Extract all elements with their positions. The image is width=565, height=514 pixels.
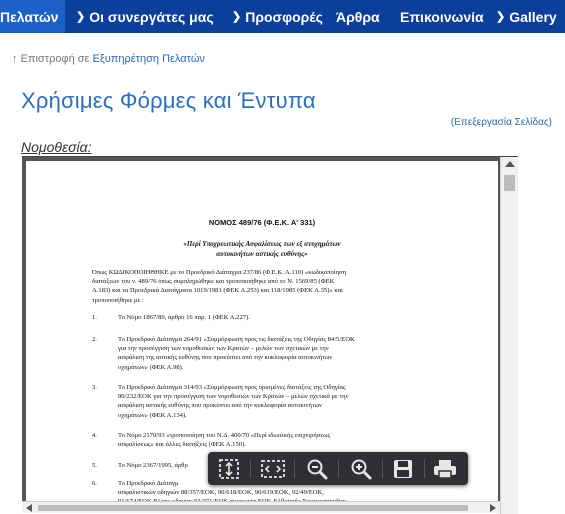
nav-item-offers[interactable] [226,0,329,33]
item-line: Το Προεδρικό Διάταγμ [118,480,179,487]
nav-item-label: Οι συνεργάτες μας [89,8,214,25]
intro-line: Όπως ΚΩΔΙΚΟΠΟΙΗΘΗΚΕ με το Προεδρικό Διάταγμα 237/86 (Φ.Ε.Κ. Α.110) «κωδικοποίηση [92,269,347,276]
document-intro [92,268,430,305]
item-line: ασφαλιστικών οδηγιών 88/357/ΕΟΚ, 90/618/ΕΟΚ, 90/619/ΕΟΚ, 92/49/ΕΟΚ, [118,489,324,497]
section-label: Νομοθεσία: [21,139,92,155]
item-line: Το Προεδρικό Διάταγμα 314/93 «Συμμόρφωση προς ορισμένες διατάξεις της Οδηγίας [118,384,346,391]
intro-line: τροποποιήθηκε με : [92,296,144,304]
breadcrumb-link[interactable]: Εξυπηρέτηση Πελατών [92,53,205,65]
fit-page-button[interactable] [214,455,244,482]
breadcrumb [12,53,205,65]
document-title: ΝΟΜΟΣ 489/76 (Φ.Ε.Κ. Α' 331) [208,218,316,227]
page-title: Χρήσιμες Φόρμες και Έντυπα [21,88,316,113]
item-number: 6. [92,480,97,487]
item-line: 90/232/ΕΟΚ για την προσέγγιση των νομοθεσιών των Κρατών – μελών σχετικά με την [118,393,349,401]
item-line: Το Νόμο 2170/93 «τροποποίηση του Ν.Δ. 400/70 «Περί ιδιωτικής επιχειρήσεως [118,432,331,439]
nav-item-label: Πελατών [0,8,59,25]
item-line: ασφάλιση αστικής ευθύνης που προκύπτει από την κυκλοφορία αυτοκινήτων [118,402,322,410]
save-button[interactable] [388,455,418,482]
item-text [118,335,430,372]
print-icon [432,457,458,481]
item-number: 4. [92,432,97,439]
scrollbar-thumb[interactable] [504,175,515,191]
item-line: ασφαλίσεως» και άλλες διατάξεις (ΦΕΚ Α.150). [118,441,246,449]
pdf-page [26,161,498,501]
item-text [118,313,430,322]
nav-item-label: Gallery [509,8,557,25]
pdf-toolbar [208,452,468,485]
nav-item-label: Επικοινωνία [400,8,484,25]
item-text [118,383,430,420]
nav-item-label: Προσφορές [245,8,323,25]
item-number: 3. [92,384,97,391]
item-line: Το Προεδρικό Διάταγμα 264/91 «Συμμόρφωση προς τις διατάξεις της Οδηγίας 84/5/ΕΟΚ [118,336,355,343]
item-line: ασφάλιση της αστικής ευθύνης που προκύπτει από την κυκλοφορία αυτοκινήτων [118,354,333,362]
nav-item-contact[interactable] [394,0,490,33]
nav-item-articles[interactable] [330,0,386,33]
item-line: οχημάτων» (ΦΕΚ Α.98). [118,363,184,371]
item-number: 5. [92,462,97,469]
scrollbar-thumb[interactable] [38,505,468,511]
item-number: 2. [92,336,97,343]
breadcrumb-prefix: Επιστροφή σε [20,53,90,65]
item-line: Το Νόμο 2367/1995, άρθρ [118,462,188,469]
scroll-up-icon[interactable] [505,161,515,167]
fit-width-button[interactable] [258,455,288,482]
horizontal-scrollbar[interactable] [22,501,500,513]
document-subtitle-line: «Περί Υποχρεωτικής Ασφαλίσεως των εξ ατυχημάτων [183,240,341,248]
item-line: οχημάτων» (ΦΕΚ Α.134). [118,411,187,419]
intro-line: διατάξεων του ν. 489/76 όπως συμπληρώθηκε και τροποποιήθηκε από το Ν. 1569/85 (ΦΕΚ [92,278,335,286]
nav-item-label: Άρθρα [336,8,380,25]
scroll-left-icon[interactable] [26,504,32,512]
zoom-out-icon [305,457,329,481]
up-arrow-icon: ↑ [12,53,18,65]
item-text [118,431,430,449]
fit-page-icon [217,457,241,481]
zoom-in-icon [349,457,373,481]
document-subtitle [26,239,498,259]
vertical-scrollbar[interactable] [500,157,518,514]
item-number: 1. [92,314,97,321]
chevron-down-icon: ❯ [496,11,506,23]
document-subtitle-line: αυτοκινήτων αστικής ευθύνης» [216,250,308,258]
chevron-down-icon: ❯ [232,11,242,23]
edit-page-link[interactable]: (Επεξεργασία Σελίδας) [450,117,552,128]
nav-item-partners[interactable] [70,0,220,33]
zoom-in-button[interactable] [346,455,376,482]
nav-item-gallery[interactable] [490,0,563,33]
intro-line: Α.183) και τα Προεδρικά Διατάγματα 1019/1981 (ΦΕΚ Α.253) και 118/1985 (ΦΕΚ Α.35)» και [92,287,343,295]
main-navigation [0,0,565,33]
item-line: για την προσέγγιση των νομοθεσιών των Κρατών – μελών των σχετικών με την [118,345,329,353]
zoom-out-button[interactable] [302,455,332,482]
fit-width-icon [260,457,286,481]
nav-item-customers[interactable] [0,0,65,33]
scroll-right-icon[interactable] [490,504,496,512]
print-button[interactable] [430,455,460,482]
chevron-down-icon: ❯ [76,11,86,23]
save-icon [391,457,415,481]
item-line: Το Νόμο 1867/89, άρθρο 16 παρ. 1 (ΦΕΚ Α.227). [118,314,250,321]
